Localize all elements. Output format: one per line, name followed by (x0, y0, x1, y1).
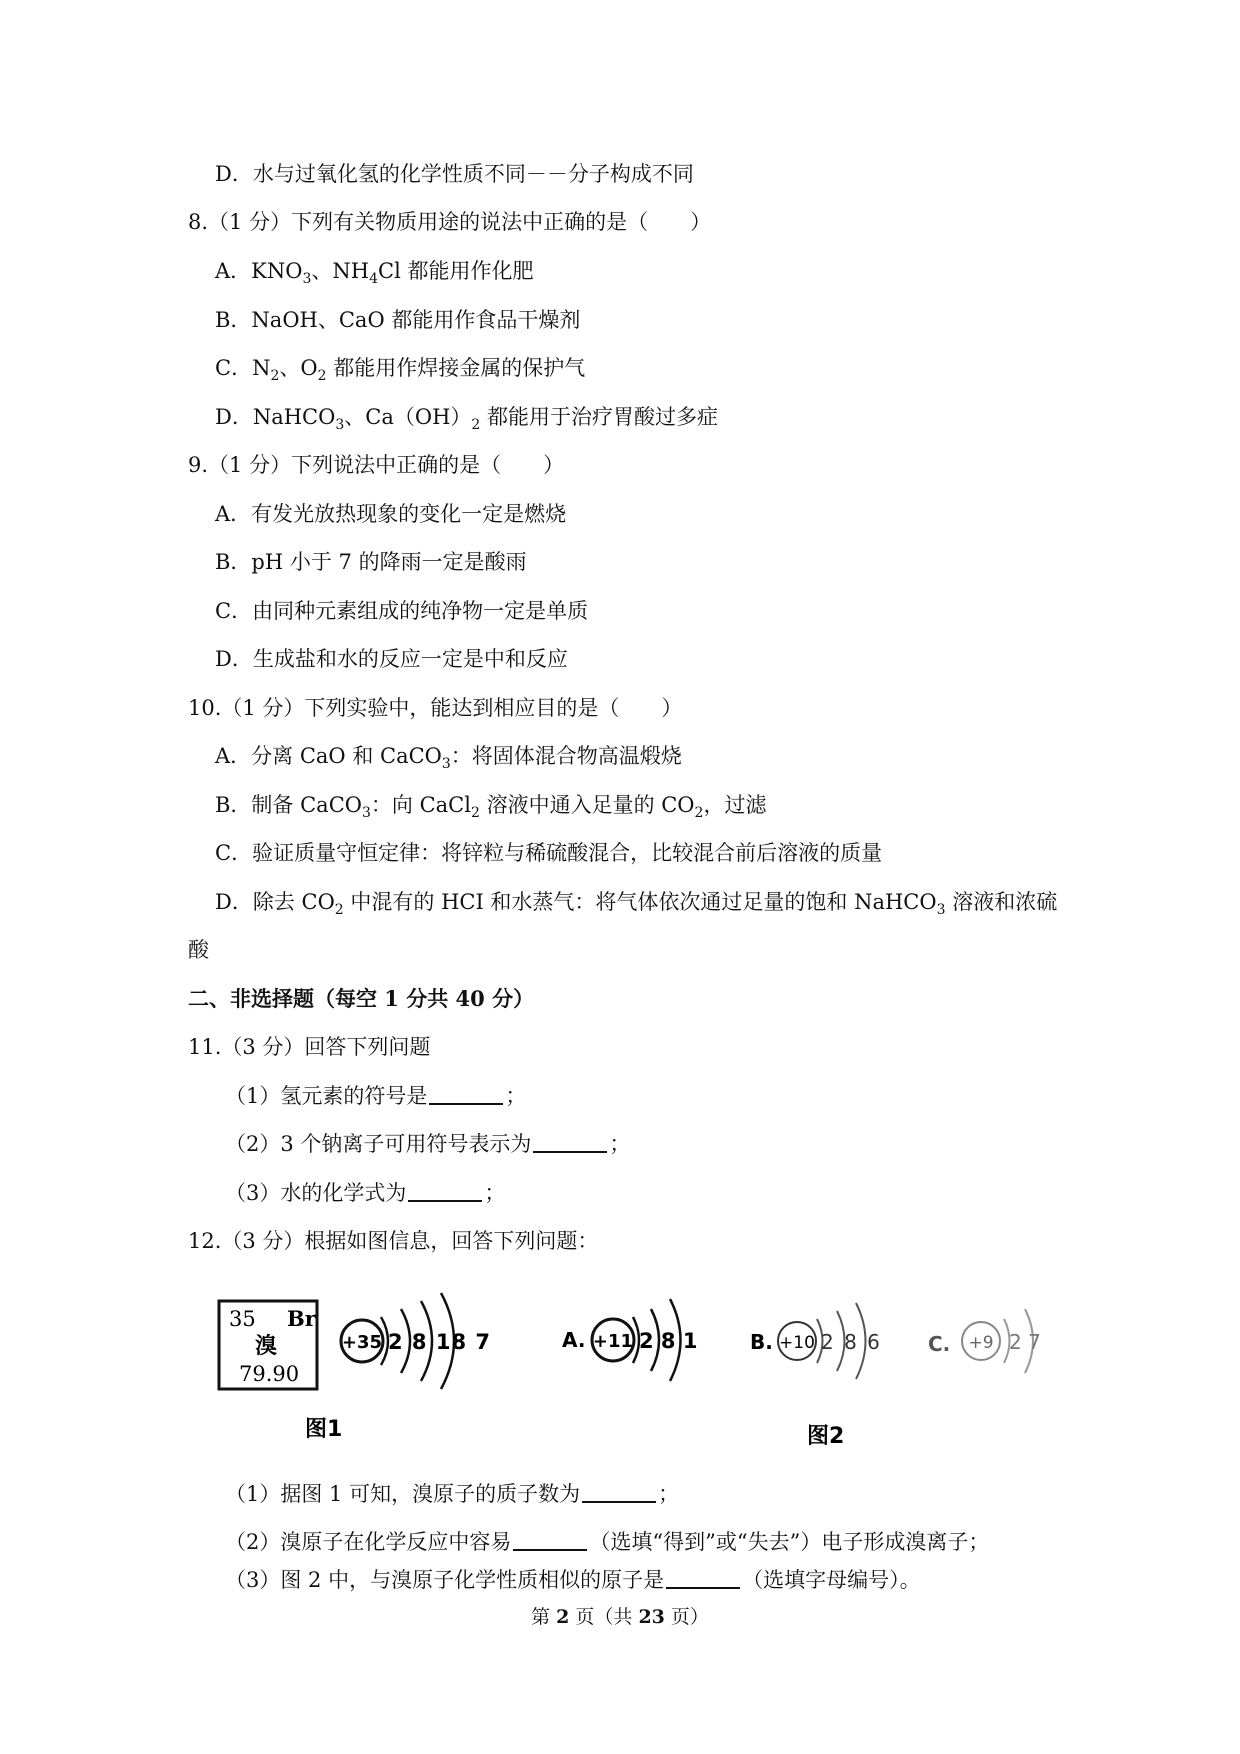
q9-option-b: B．pH 小于 7 的降雨一定是酸雨 (215, 550, 527, 574)
electron-shells: 2 7 (1009, 1330, 1041, 1354)
q10-option-d: D．除去 $CO_2$ 中混有的 HCI 和水蒸气：将气体依次通过足量的饱和 NaHCO$_3$ 溶液和浓硫 (215, 890, 1058, 918)
page-footer: 第 2 页（共 23 页） (531, 1606, 709, 1628)
answer-blank[interactable] (408, 1180, 482, 1202)
electron-shells: 2 8 18 7 (388, 1330, 491, 1354)
q10-option-d-continuation: 酸 (188, 938, 209, 962)
element-name: 溴 (255, 1333, 278, 1359)
q10-option-b: B．制备 CaCO$_3$：向 CaCl$_2$ 溶液中通入足量的 $CO_2$，过滤 (215, 793, 767, 821)
nucleus-charge: +9 (968, 1333, 994, 1353)
figure-1-label: 图1 (305, 1417, 343, 1442)
nucleus-charge: +35 (341, 1332, 383, 1353)
q11-part3: （3）水的化学式为 ； (225, 1181, 506, 1205)
answer-blank[interactable] (429, 1083, 503, 1105)
electron-shells: 2 8 1 (639, 1329, 698, 1353)
q8-option-d: D．NaHCO$_3$、$Ca(OH)_2$ 都能用于治疗胃酸过多症 (215, 405, 718, 433)
q11-part2: （2）3 个钠离子可用符号表示为 ； (225, 1132, 631, 1156)
option-b-label: B. (750, 1330, 773, 1354)
atom-b-diagram (750, 1303, 882, 1379)
q8-option-b: B．NaOH、CaO 都能用作食品干燥剂 (215, 308, 581, 332)
atomic-structure-figure (215, 1283, 1095, 1453)
atomic-mass: 79.90 (239, 1362, 300, 1386)
q12-part3: （3）图 2 中，与溴原子化学性质相似的原子是 （选填字母编号）。 (225, 1568, 921, 1592)
q11-part1: （1）氢元素的符号是 ； (225, 1084, 527, 1108)
q9-stem: 9.（1 分）下列说法中正确的是（ ） (188, 453, 565, 477)
figure-2-label: 图2 (807, 1424, 845, 1449)
q7-option-d: D．水与过氧化氢的化学性质不同－－分子构成不同 (215, 162, 694, 186)
q9-option-d: D．生成盐和水的反应一定是中和反应 (215, 647, 568, 671)
nucleus-charge: +10 (779, 1333, 815, 1353)
atomic-number: 35 (229, 1307, 256, 1331)
q10-option-a: A．分离 CaO 和 CaCO$_3$：将固体混合物高温煅烧 (215, 744, 682, 772)
atom-c-diagram (928, 1309, 1041, 1373)
q8-option-a: A．$KNO_3$、$NH_4Cl$ 都能用作化肥 (215, 259, 534, 287)
answer-blank[interactable] (513, 1529, 587, 1551)
answer-blank[interactable] (666, 1567, 740, 1589)
q9-option-c: C．由同种元素组成的纯净物一定是单质 (215, 599, 589, 623)
q10-stem: 10.（1 分）下列实验中，能达到相应目的是（ ） (188, 696, 683, 720)
q12-part2: （2）溴原子在化学反应中容易 （选填“得到”或“失去”）电子形成溴离子； (225, 1530, 990, 1554)
option-a-label: A. (562, 1328, 586, 1352)
q8-stem: 8.（1 分）下列有关物质用途的说法中正确的是（ ） (188, 210, 712, 234)
answer-blank[interactable] (582, 1481, 656, 1503)
q12-stem: 12.（3 分）根据如图信息，回答下列问题： (188, 1229, 599, 1253)
section-heading: 二、非选择题（每空 1 分共 40 分） (188, 986, 535, 1011)
option-c-label: C. (928, 1332, 951, 1356)
nucleus-charge: +11 (592, 1331, 634, 1352)
q9-option-a: A．有发光放热现象的变化一定是燃烧 (215, 502, 567, 526)
atom-a-diagram (562, 1299, 697, 1381)
electron-shells: 2 8 6 (821, 1330, 882, 1354)
bromine-atom-diagram (341, 1293, 491, 1389)
element-card (219, 1301, 317, 1389)
q12-part1: （1）据图 1 可知，溴原子的质子数为 ； (225, 1482, 680, 1506)
answer-blank[interactable] (533, 1131, 607, 1153)
q10-option-c: C．验证质量守恒定律：将锌粒与稀硫酸混合，比较混合前后溶液的质量 (215, 841, 883, 865)
element-symbol: Br (287, 1306, 316, 1331)
q11-stem: 11.（3 分）回答下列问题 (188, 1035, 431, 1059)
q8-option-c: C．$N_2$、$O_2$ 都能用作焊接金属的保护气 (215, 356, 586, 384)
